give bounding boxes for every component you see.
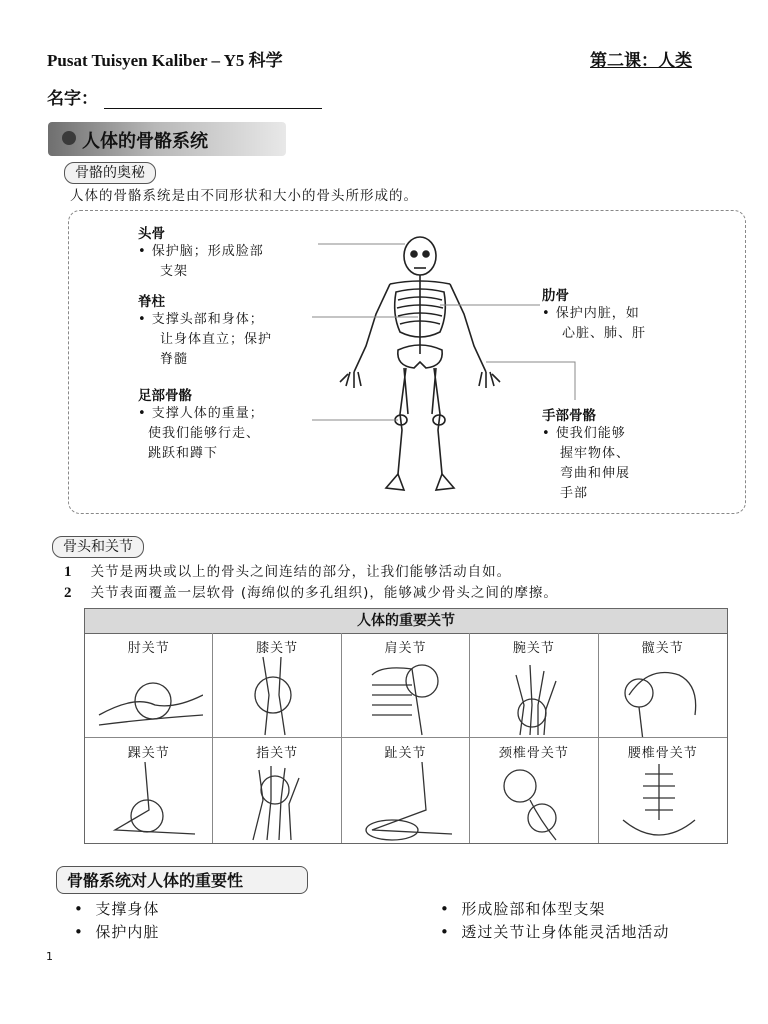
rib-label [542,284,646,344]
leg-label-line-1: • 支撑人体的重量； [138,406,264,421]
joint-name: 膝关节 [256,641,299,656]
spine-label-line-3: 脊髓 [160,352,189,367]
rib-label-heading: 肋骨 [542,288,569,304]
joint-name: 踝关节 [127,746,170,761]
skeleton-section-title: 人体的骨骼系统 [82,131,208,152]
importance-left-2-text: 保护内脏 [95,923,160,941]
joint-name: 腕关节 [512,641,555,656]
leg-label [138,384,264,464]
joint-sketch [480,760,588,842]
hand-label-line-2: 握牢物体、 [560,446,631,461]
joint-name: 颈椎骨关节 [498,746,569,761]
importance-right-2: • 透过关节让身体能灵活地活动 [440,923,670,941]
joint-name: 肘关节 [127,641,170,656]
joint-sketch [352,760,460,842]
spine-label-heading: 脊柱 [138,294,165,310]
importance-right-1-text: 形成脸部和体型支架 [461,900,606,918]
joint-cell [213,633,341,738]
importance-left-1-text: 支撑身体 [95,900,160,918]
joint-cell [85,633,213,738]
joint-cell [85,738,213,843]
joint-sketch [352,655,460,737]
hand-label-line-1: • 使我们能够 [542,426,626,441]
skull-label-line-1: • 保护脑；形成脸部 [138,244,264,259]
spine-label-line-1: • 支撑头部和身体； [138,312,264,327]
rib-label-line-2: 心脏、肺、肝 [562,326,647,341]
bones-joints-pill: 骨头和关节 [52,536,144,558]
joint-name: 髋关节 [641,641,684,656]
joints-table-title: 人体的重要关节 [85,609,727,634]
joint-cell [599,633,727,738]
joint-cell [342,633,470,738]
point-1-text: 关节是两块或以上的骨头之间连结的部分，让我们能够活动自如。 [90,564,512,580]
importance-right-1: • 形成脸部和体型支架 [440,900,606,918]
leg-label-line-3: 跳跃和蹲下 [148,446,219,461]
point-2-number: 2 [64,585,72,601]
joint-sketch [609,760,717,842]
skeleton-intro-text: 人体的骨骼系统是由不同形状和大小的骨头所形成的。 [70,188,418,204]
point-1-number: 1 [64,564,72,580]
joint-cell [213,738,341,843]
header-left-title: Pusat Tuisyen Kaliber – Y5 科学 [47,51,283,70]
joint-cell [470,633,598,738]
joint-sketch [95,655,203,737]
joint-name: 肩关节 [384,641,427,656]
importance-right-2-text: 透过关节让身体能灵活地活动 [461,923,670,941]
leg-label-line-2: 使我们能够行走、 [148,426,261,441]
skeleton-sub-pill: 骨骼的奥秘 [64,162,156,184]
point-2-text: 关节表面覆盖一层软骨 (海绵似的多孔组织)，能够减少骨头之间的摩擦。 [90,585,558,601]
joint-name: 趾关节 [384,746,427,761]
joint-sketch [95,760,203,842]
importance-left-2: • 保护内脏 [74,923,160,941]
joint-sketch [609,655,717,737]
hand-label-heading: 手部骨骼 [542,408,596,424]
header-right-title: 第二课：人类 [590,51,692,70]
joint-sketch [223,655,331,737]
hand-label-line-3: 弯曲和伸展 [560,466,631,481]
importance-left-1: • 支撑身体 [74,900,160,918]
skull-label-heading: 头骨 [138,226,165,242]
joint-cell [342,738,470,843]
skull-label [138,222,264,282]
name-label: 名字： [47,89,98,108]
rib-label-line-1: • 保护内脏，如 [542,306,640,321]
joints-table [84,608,728,844]
hand-label [542,404,630,504]
joint-name: 指关节 [256,746,299,761]
joint-name: 腰椎骨关节 [627,746,698,761]
leg-label-heading: 足部骨骼 [138,388,192,404]
joint-cell [599,738,727,843]
joint-sketch [223,760,331,842]
importance-banner: 骨骼系统对人体的重要性 [56,866,308,894]
point-2 [64,581,558,602]
joint-cell [470,738,598,843]
skull-label-line-2: 支架 [160,264,189,279]
spine-label [138,290,272,370]
page-number: 1 [46,950,53,963]
spine-label-line-2: 让身体直立；保护 [160,332,273,347]
point-1 [64,560,511,581]
joint-sketch [480,655,588,737]
hand-label-line-4: 手部 [560,486,589,501]
